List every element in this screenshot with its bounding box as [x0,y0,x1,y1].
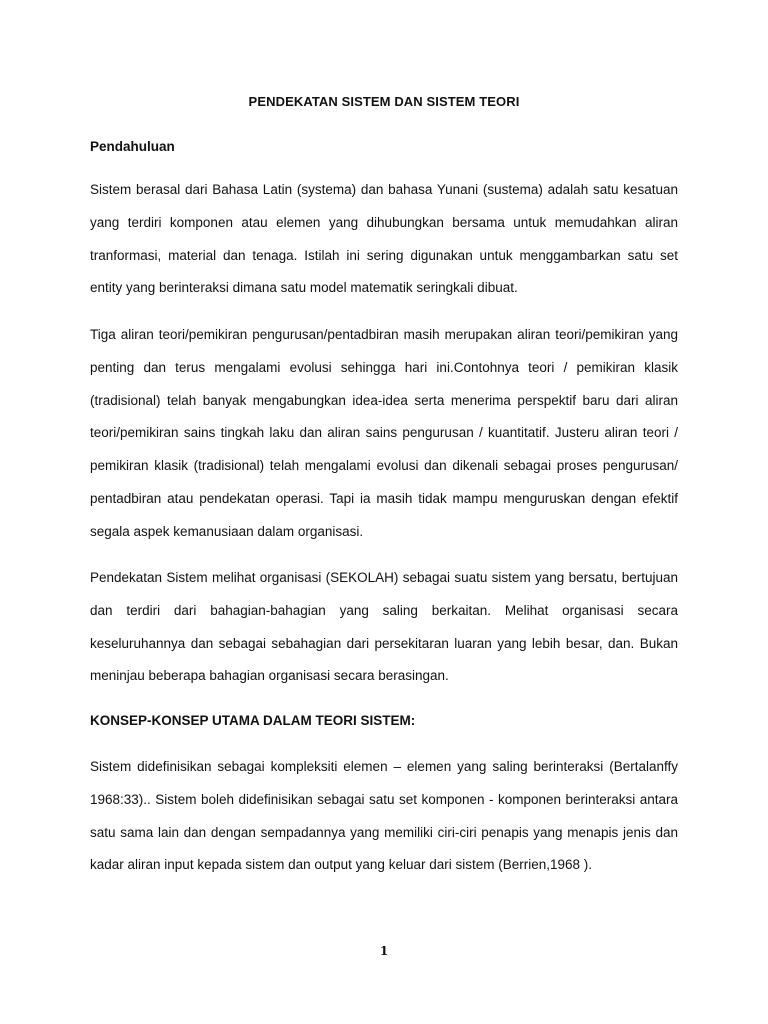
section-heading-konsep: KONSEP-KONSEP UTAMA DALAM TEORI SISTEM: [90,713,416,728]
paragraph-2: Tiga aliran teori/pemikiran pengurusan/pentadbiran masih merupakan aliran teori/pemikiran yang penting dan terus mengalami evolusi sehingga hari ini.Contohnya teori / pemikiran klasik (tradisional) telah banyak mengabungkan idea-idea serta menerima perspektif baru dari aliran teori/pemikiran sains tingkah laku dan aliran sains pengurusan / kuantitatif. Justeru aliran teori / pemikiran klasik (tradisional) telah mengalami evolusi dan dikenali sebagai proses pengurusan/ pentadbiran atau pendekatan operasi. Tapi ia masih tidak mampu menguruskan dengan efektif segala aspek kemanusiaan dalam organisasi. [90,327,678,539]
document-title: PENDEKATAN SISTEM DAN SISTEM TEORI [248,94,520,109]
paragraph-1: Sistem berasal dari Bahasa Latin (systema) dan bahasa Yunani (sustema) adalah satu kesatuan yang terdiri komponen atau elemen yang dihubungkan bersama untuk memudahkan aliran tranformasi, material dan tenaga. Istilah ini sering digunakan untuk menggambarkan satu set entity yang berinteraksi dimana satu model matematik seringkali dibuat. [90,182,678,296]
section-heading-pendahuluan: Pendahuluan [90,139,175,154]
paragraph-3: Pendekatan Sistem melihat organisasi (SEKOLAH) sebagai suatu sistem yang bersatu, bertujuan dan terdiri dari bahagian-bahagian yang saling berkaitan. Melihat organisasi secara keseluruhannya dan sebagai sebahagian dari persekitaran luaran yang lebih besar, dan. Bukan meninjau beberapa bahagian organisasi secara berasingan. [90,570,678,684]
page-number: 1 [379,944,389,958]
paragraph-4: Sistem didefinisikan sebagai kompleksiti elemen – elemen yang saling berinteraksi (Bertalanffy 1968:33).. Sistem boleh didefinisikan sebagai satu set komponen - komponen berinteraksi antara satu sama lain dan dengan sempadannya yang memiliki ciri-ciri penapis yang menapis jenis dan kadar aliran input kepada sistem dan output yang keluar dari sistem (Berrien,1968 ). [90,759,678,873]
